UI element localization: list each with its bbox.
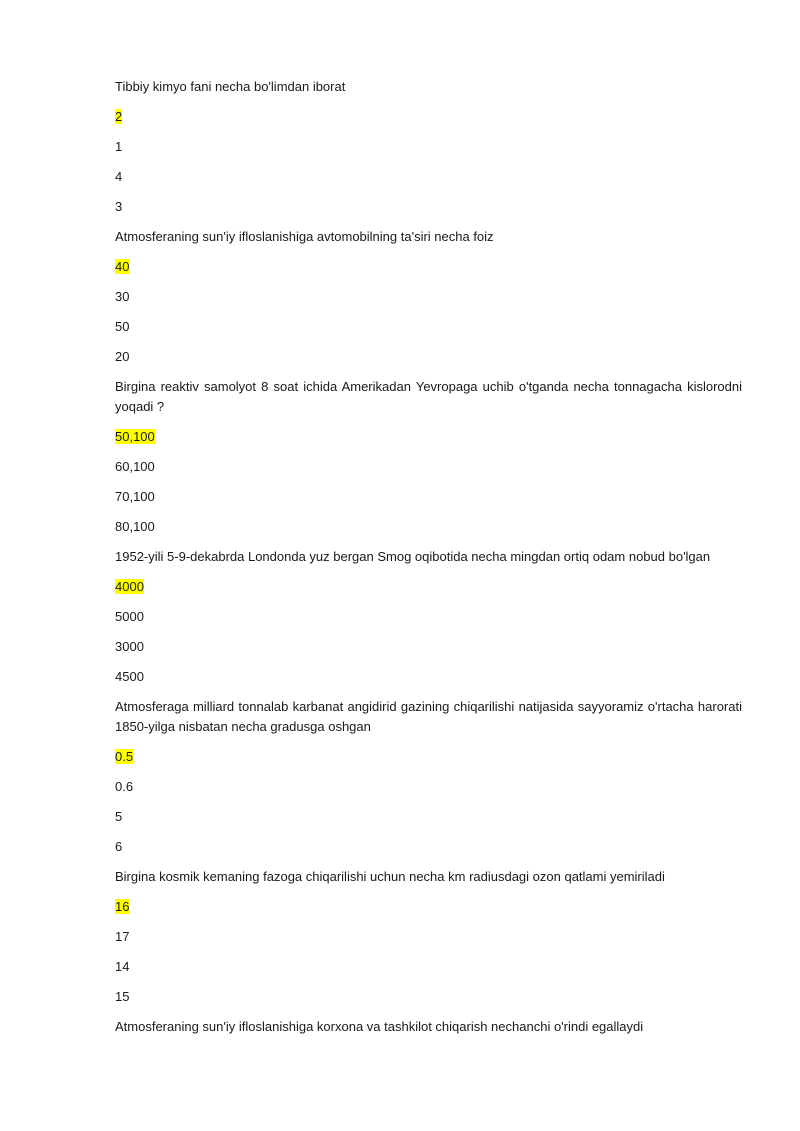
answer-option: 6: [115, 839, 123, 854]
answer-option: 14: [115, 959, 130, 974]
answer-option: 4500: [115, 669, 144, 684]
answer-option: 1: [115, 139, 123, 154]
answer-option: 50: [115, 319, 130, 334]
answer-option: 20: [115, 349, 130, 364]
question-text: Birgina kosmik kemaning fazoga chiqarilishi uchun necha km radiusdagi ozon qatlami yemiriladi: [115, 869, 665, 884]
answer-option-correct: [115, 427, 742, 447]
answer-option: 5000: [115, 609, 144, 624]
answer-highlight: 0.5: [115, 749, 134, 764]
answer-option: 17: [115, 929, 130, 944]
answer-option: 3: [115, 199, 123, 214]
answer-option: 0.6: [115, 779, 134, 794]
answer-highlight: 4000: [115, 579, 144, 594]
answer-option: 5: [115, 809, 123, 824]
answer-option: 70,100: [115, 489, 155, 504]
answer-option: 15: [115, 989, 130, 1004]
quiz-document: [115, 77, 742, 1047]
answer-option-correct: [115, 107, 742, 127]
answer-highlight: 2: [115, 109, 123, 124]
question-text: 1952-yili 5-9-dekabrda Londonda yuz bergan Smog oqibotida necha mingdan ortiq odam nobud bo'lgan: [115, 549, 711, 564]
question-text: Tibbiy kimyo fani necha bo'limdan iborat: [115, 79, 346, 94]
question-text: Birgina reaktiv samolyot 8 soat ichida Amerikadan Yevropaga uchib o'tganda necha tonnagacha kislorodni yoqadi ?: [115, 379, 742, 414]
answer-highlight: 50,100: [115, 429, 155, 444]
answer-highlight: 40: [115, 259, 130, 274]
question-text: Atmosferaga milliard tonnalab karbanat angidirid gazining chiqarilishi natijasida sayyoramiz o'rtacha harorati 1850-yilga nisbatan necha gradusga oshgan: [115, 699, 742, 734]
answer-option: 3000: [115, 639, 144, 654]
answer-option-correct: [115, 747, 742, 767]
answer-option-correct: [115, 897, 742, 917]
answer-option: 60,100: [115, 459, 155, 474]
answer-highlight: 16: [115, 899, 130, 914]
answer-option: 30: [115, 289, 130, 304]
question-text: Atmosferaning sun'iy ifloslanishiga korxona va tashkilot chiqarish nechanchi o'rindi egallaydi: [115, 1019, 644, 1034]
question-text: Atmosferaning sun'iy ifloslanishiga avtomobilning ta'siri necha foiz: [115, 229, 494, 244]
answer-option-correct: [115, 257, 742, 277]
answer-option: 4: [115, 169, 123, 184]
answer-option-correct: [115, 577, 742, 597]
answer-option: 80,100: [115, 519, 155, 534]
